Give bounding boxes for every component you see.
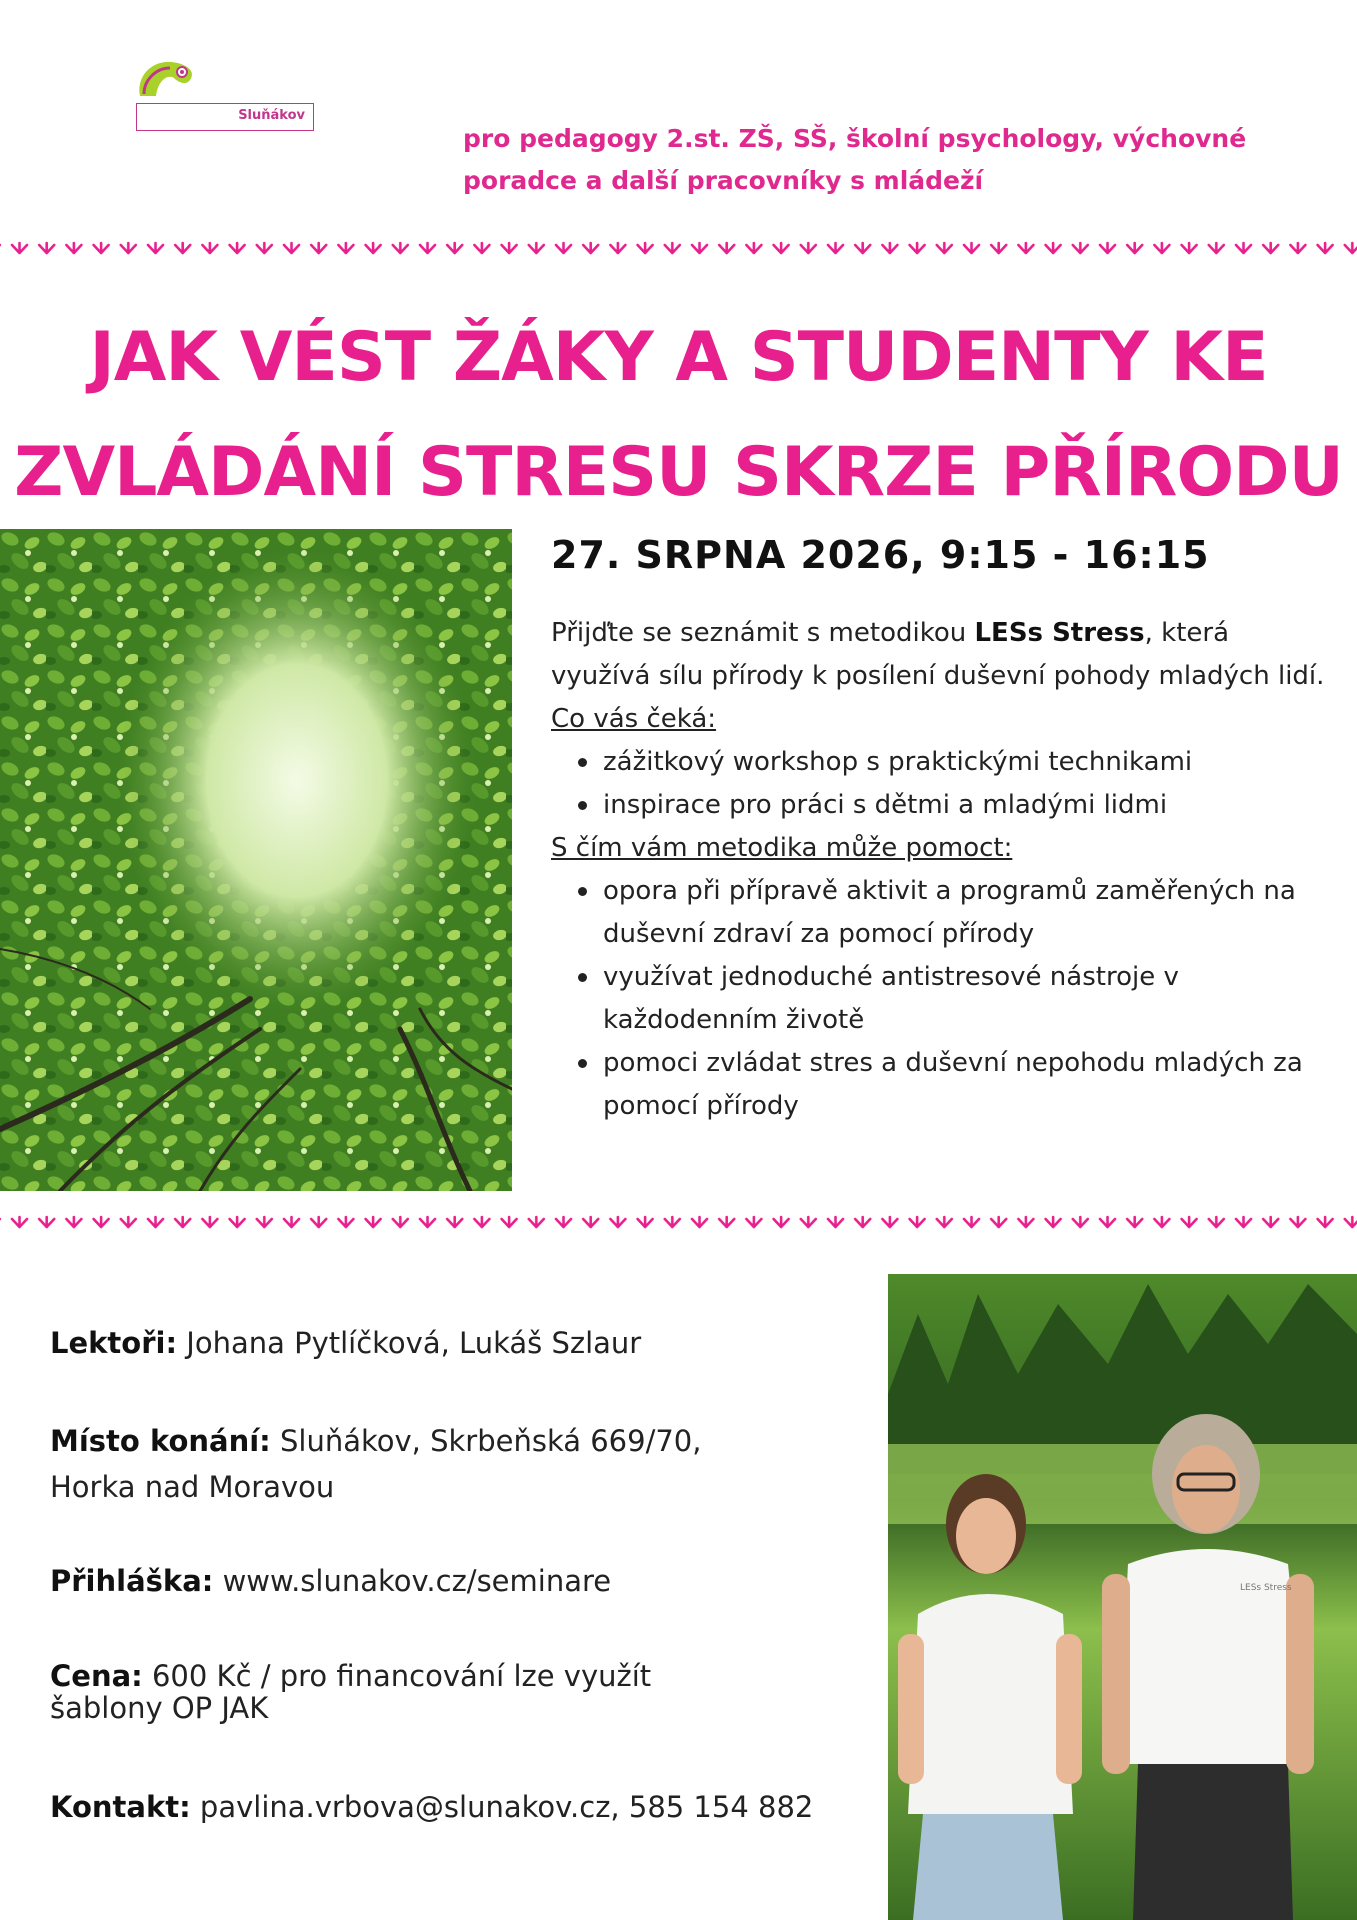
expect-list xyxy=(551,741,1331,827)
venue-label: Místo konání: xyxy=(50,1424,271,1458)
event-date-time: 27. SRPNA 2026, 9:15 - 16:15 xyxy=(551,533,1210,577)
lecturers-label: Lektoři: xyxy=(50,1326,178,1360)
title-line-2: ZVLÁDÁNÍ STRESU SKRZE PŘÍRODU xyxy=(14,433,1343,512)
price-info xyxy=(50,1660,850,1724)
list-item: zážitkový workshop s praktickými technikami xyxy=(603,741,1331,784)
intro-text-end: , která využívá sílu přírody k posílení duševní pohody mladých lidí. xyxy=(551,618,1325,691)
contact-value[interactable]: pavlina.vrbova@slunakov.cz, 585 154 882 xyxy=(190,1790,814,1824)
methodology-name: LESs Stress xyxy=(974,618,1145,648)
logo-frame xyxy=(136,103,314,131)
shirt-logo-text: LESs Stress xyxy=(1240,1583,1292,1593)
signup-info xyxy=(50,1560,850,1602)
lecturers-photo xyxy=(888,1274,1357,1920)
chameleon-logo-icon xyxy=(134,56,214,106)
event-description xyxy=(551,612,1331,1128)
venue-info xyxy=(50,1418,850,1510)
lecturers-info xyxy=(50,1322,850,1364)
signup-link[interactable]: www.slunakov.cz/seminare xyxy=(213,1564,612,1598)
arrow-divider-bottom xyxy=(0,1214,1357,1236)
help-heading: S čím vám metodika může pomoct: xyxy=(551,833,1013,863)
price-label: Cena: xyxy=(50,1659,143,1693)
tree-canopy-photo xyxy=(0,529,512,1191)
arrow-divider-icon xyxy=(0,240,1357,262)
contact-label: Kontakt: xyxy=(50,1790,191,1824)
expect-heading: Co vás čeká: xyxy=(551,704,717,734)
list-item: opora při přípravě aktivit a programů zaměřených na duševní zdraví za pomocí přírody xyxy=(603,870,1331,956)
price-value-line-2: šablony OP JAK xyxy=(50,1691,269,1725)
list-item: pomoci zvládat stres a duševní nepohodu mladých za pomocí přírody xyxy=(603,1042,1331,1128)
target-audience xyxy=(463,118,1283,202)
event-title xyxy=(0,300,1357,530)
list-item: využívat jednoduché antistresové nástroje v každodenním životě xyxy=(603,956,1331,1042)
logo-text: Sluňákov xyxy=(238,108,305,123)
title-line-1: JAK VÉST ŽÁKY A STUDENTY KE xyxy=(89,318,1268,397)
venue-value-line-2: Horka nad Moravou xyxy=(50,1470,335,1504)
audience-line-1: pro pedagogy 2.st. ZŠ, SŠ, školní psychology, výchovné xyxy=(463,124,1247,153)
contact-info xyxy=(50,1786,850,1828)
lecturers-value: Johana Pytlíčková, Lukáš Szlaur xyxy=(177,1326,642,1360)
venue-value: Sluňákov, Skrbeňská 669/70, xyxy=(270,1424,702,1458)
arrow-divider-top xyxy=(0,240,1357,262)
intro-text: Přijďte se seznámit s metodikou xyxy=(551,618,975,648)
help-list xyxy=(551,870,1331,1128)
list-item: inspirace pro práci s dětmi a mladými lidmi xyxy=(603,784,1331,827)
intro-paragraph xyxy=(551,612,1331,698)
signup-label: Přihláška: xyxy=(50,1564,214,1598)
price-value: 600 Kč / pro financování lze využít xyxy=(142,1659,652,1693)
organization-logo xyxy=(134,56,324,138)
audience-line-2: poradce a další pracovníky s mládeží xyxy=(463,166,984,195)
arrow-divider-icon xyxy=(0,1214,1357,1236)
